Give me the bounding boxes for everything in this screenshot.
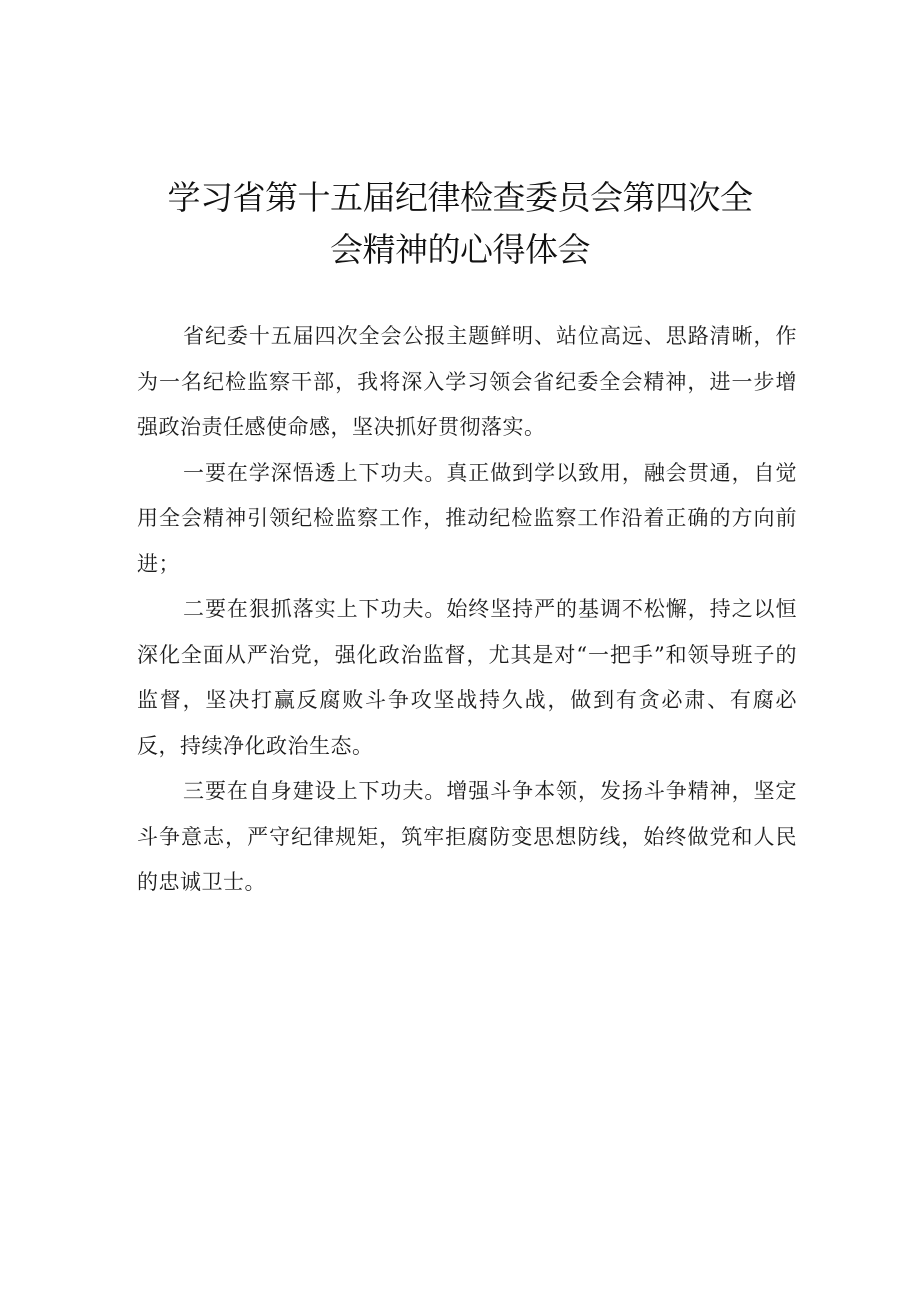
title-line-2: 会精神的心得体会 xyxy=(330,230,590,269)
paragraph-point-3: 三要在自身建设上下功夫。增强斗争本领，发扬斗争精神，坚定斗争意志，严守纪律规矩，筑牢拒腐防变思想防线，始终做党和人民的忠诚卫士。 xyxy=(137,779,797,894)
paragraph-point-2: 二要在狠抓落实上下功夫。始终坚持严的基调不松懈，持之以恒深化全面从严治党，强化政治监督，尤其是对“一把手”和领导班子的监督，坚决打赢反腐败斗争攻坚战持久战，做到有贪必肃、有腐必反，持续净化政治生态。 xyxy=(137,597,797,758)
document-title xyxy=(100,172,820,276)
title-line-1: 学习省第十五届纪律检查委员会第四次全 xyxy=(167,178,753,217)
paragraph-intro: 省纪委十五届四次全会公报主题鲜明、站位高远、思路清晰，作为一名纪检监察干部，我将深入学习领会省纪委全会精神，进一步增强政治责任感使命感，坚决抓好贯彻落实。 xyxy=(137,324,797,439)
paragraph-point-1: 一要在学深悟透上下功夫。真正做到学以致用，融会贯通，自觉用全会精神引领纪检监察工作，推动纪检监察工作沿着正确的方向前进； xyxy=(137,460,797,576)
document-body xyxy=(137,314,797,906)
